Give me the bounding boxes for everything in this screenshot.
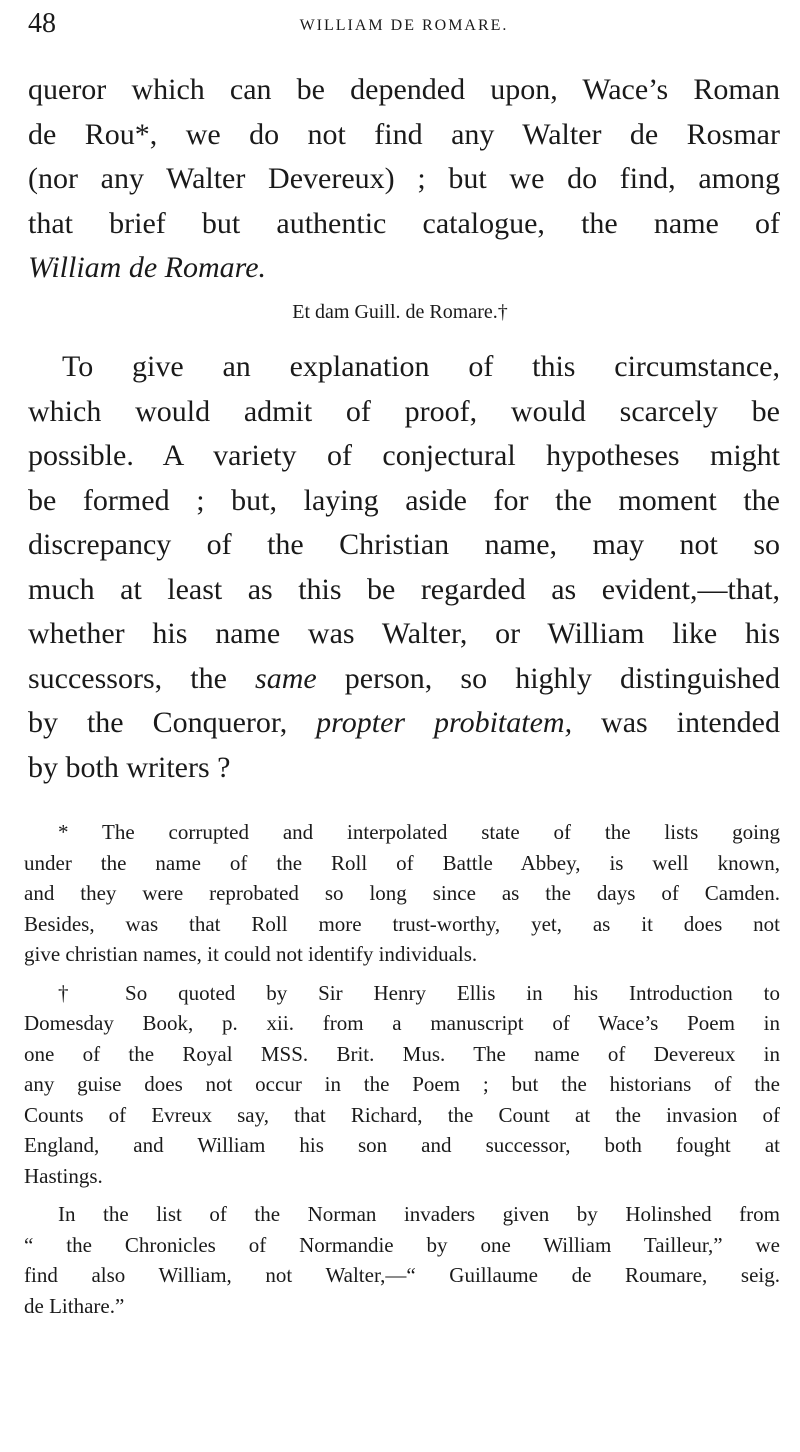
footnote-line: * The corrupted and interpolated state of the lists going (58, 820, 780, 844)
paragraph-2-line: possible. A variety of conjectural hypotheses might (28, 439, 780, 472)
paragraph-2-line: by both writers ? (28, 750, 231, 784)
footnote-3 (24, 1199, 780, 1321)
italic-phrase: same (255, 661, 317, 695)
paragraph-2-line: much at least as this be regarded as evident,—that, (28, 572, 780, 606)
italic-phrase: propter probitatem, (316, 706, 573, 739)
italic-name: William de Romare. (28, 251, 267, 284)
running-title: WILLIAM DE ROMARE. (299, 17, 509, 34)
paragraph-2-line: which would admit of proof, would scarcely be (28, 394, 780, 428)
paragraph-2-line: successors, the same person, so highly distinguished (28, 661, 780, 695)
paragraph-1-line-italic (28, 246, 780, 291)
paragraph-1-line: that brief but authentic catalogue, the name of (28, 206, 780, 240)
footnote-line: any guise does not occur in the Poem ; but the historians of the (24, 1072, 780, 1096)
paragraph-1 (28, 68, 780, 291)
footnotes (24, 817, 780, 1321)
footnote-line: de Lithare.” (24, 1293, 125, 1318)
paragraph-1-line: queror which can be depended upon, Wace’s Roman (28, 73, 780, 106)
footnote-spacer (24, 1191, 780, 1199)
footnote-line: England, and William his son and successor, both fought at (24, 1133, 780, 1157)
footnote-line: under the name of the Roll of Battle Abbey, is well known, (24, 850, 780, 875)
footnote-line: and they were reprobated so long since as the days of Camden. (24, 881, 780, 905)
paragraph-2-line: To give an explanation of this circumstance, (62, 350, 780, 383)
footnote-line: Besides, was that Roll more trust-worthy, yet, as it does not (24, 911, 780, 936)
paragraph-2-line: by the Conqueror, propter probitatem, was intended (28, 706, 780, 739)
page-number: 48 (28, 8, 56, 39)
footnote-line: Counts of Evreux say, that Richard, the Count at the invasion of (24, 1102, 780, 1127)
footnote-line: give christian names, it could not identify individuals. (24, 942, 478, 966)
paragraph-2-line: be formed ; but, laying aside for the moment the (28, 483, 780, 517)
paragraph-1-line: (nor any Walter Devereux) ; but we do find, among (28, 162, 780, 195)
footnote-1 (24, 817, 780, 970)
paragraph-2-line: discrepancy of the Christian name, may not so (28, 528, 780, 561)
footnote-line: find also William, not Walter,—“ Guillaume de Roumare, seig. (24, 1263, 780, 1287)
footnote-line: Domesday Book, p. xii. from a manuscript of Wace’s Poem in (24, 1011, 780, 1035)
footnote-line: † So quoted by Sir Henry Ellis in his Introduction to (58, 980, 780, 1005)
paragraph-2-line: whether his name was Walter, or William like his (28, 617, 780, 650)
footnote-spacer (24, 970, 780, 978)
footnote-line: In the list of the Norman invaders given by Holinshed from (58, 1202, 780, 1226)
paragraph-2 (28, 345, 780, 790)
footnote-line: “ the Chronicles of Normandie by one William Tailleur,” we (24, 1232, 780, 1257)
footnote-line: one of the Royal MSS. Brit. Mus. The name of Devereux in (24, 1041, 780, 1066)
footnote-line: Hastings. (24, 1163, 103, 1188)
quotation-line: Et dam Guill. de Romare.† (292, 301, 508, 323)
footnote-2 (24, 978, 780, 1192)
running-head (28, 8, 780, 44)
paragraph-1-line: de Rou*, we do not find any Walter de Rosmar (28, 117, 780, 151)
